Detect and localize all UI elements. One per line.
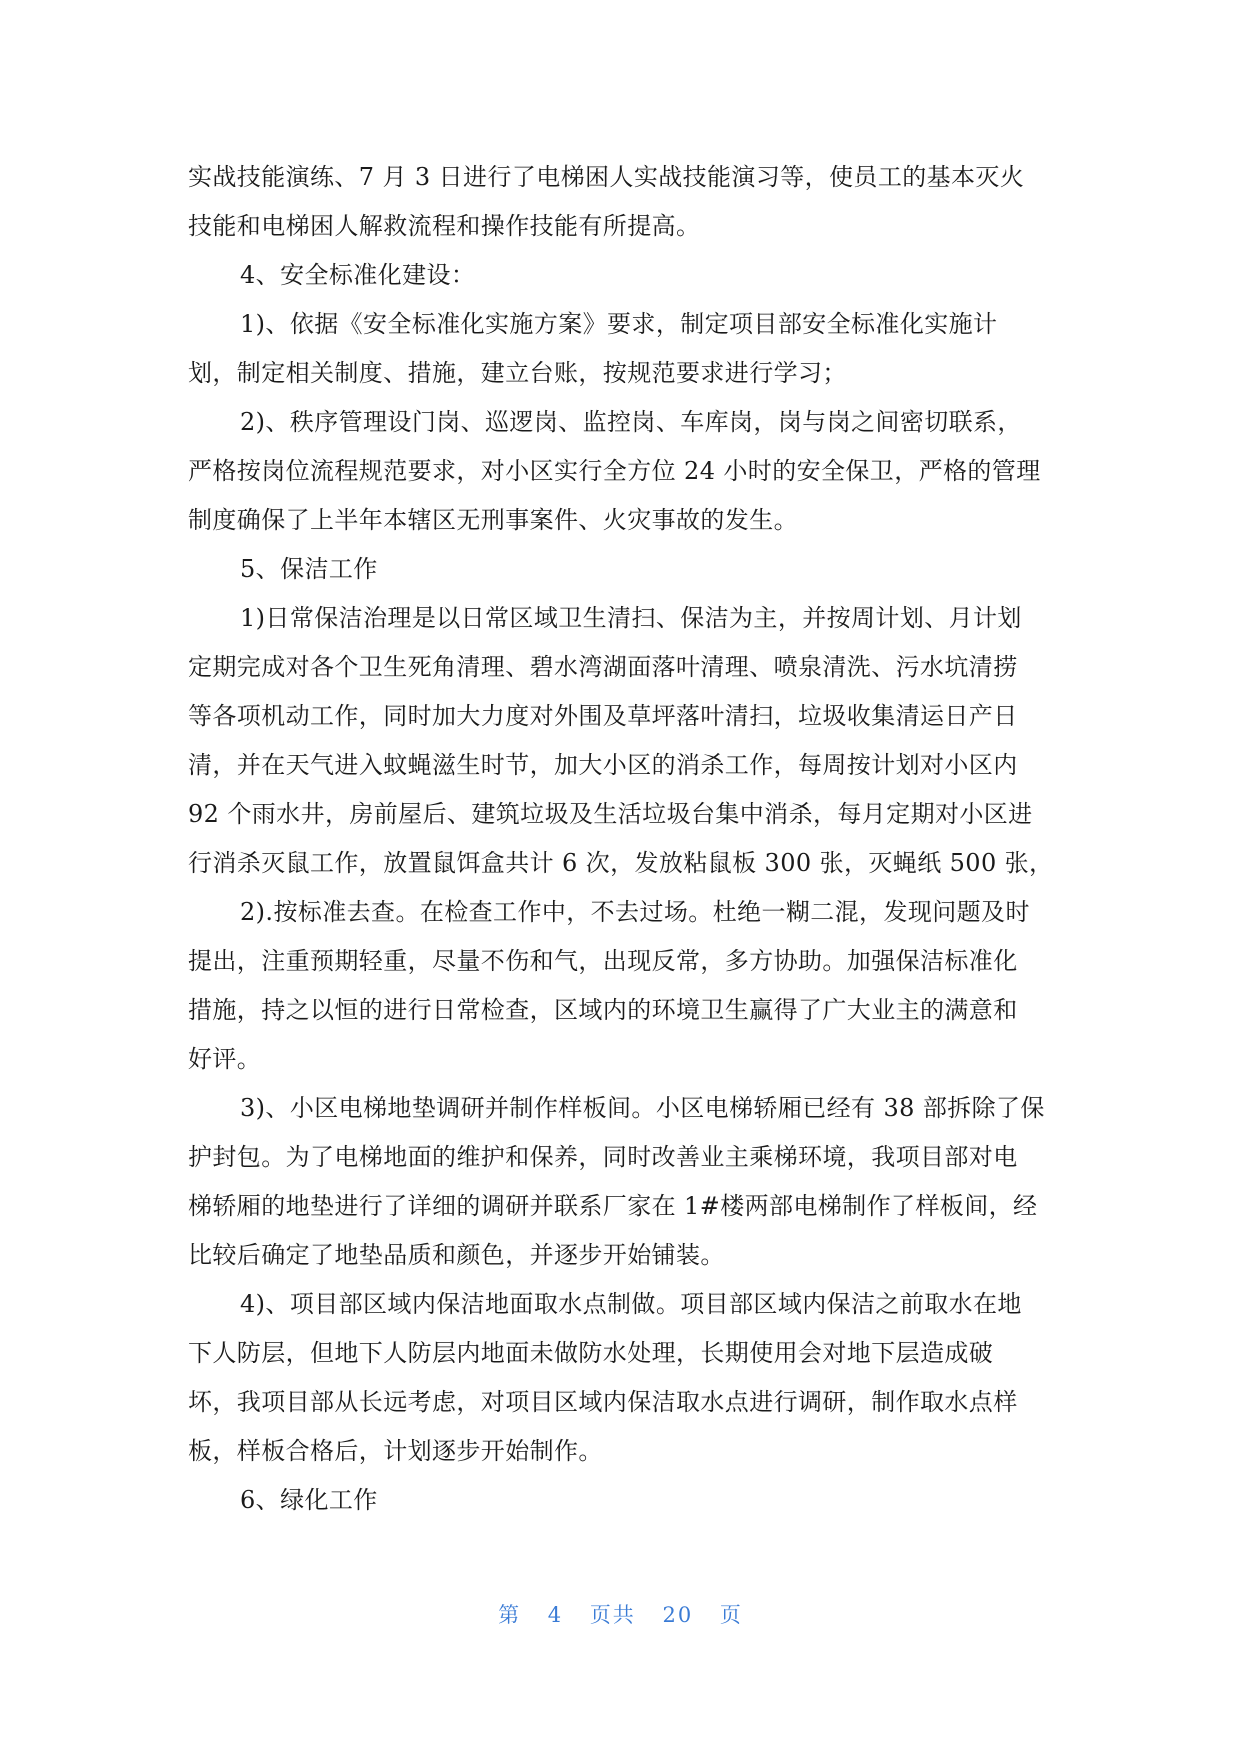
text-line: 行消杀灭鼠工作，放置鼠饵盒共计 6 次，发放粘鼠板 300 张，灭蝇纸 500 张， — [188, 849, 1054, 877]
footer-prefix: 第 — [498, 1603, 522, 1627]
total-page-count: 20 — [662, 1603, 694, 1627]
text-line: 好评。 — [188, 1045, 262, 1073]
text-line: 制度确保了上半年本辖区无刑事案件、火灾事故的发生。 — [188, 506, 798, 534]
text-line: 措施，持之以恒的进行日常检查，区域内的环境卫生赢得了广大业主的满意和 — [188, 996, 1018, 1024]
text-line: 坏，我项目部从长远考虑，对项目区域内保洁取水点进行调研，制作取水点样 — [188, 1388, 1018, 1416]
footer-middle: 页共 — [589, 1603, 636, 1627]
text-line: 下人防层，但地下人防层内地面未做防水处理，长期使用会对地下层造成破 — [188, 1339, 994, 1367]
text-line: 清，并在天气进入蚊蝇滋生时节，加大小区的消杀工作，每周按计划对小区内 — [188, 751, 1018, 779]
text-line: 比较后确定了地垫品质和颜色，并逐步开始铺装。 — [188, 1241, 725, 1269]
text-line: 实战技能演练、7 月 3 日进行了电梯困人实战技能演习等，使员工的基本灭火 — [188, 163, 1025, 191]
text-line: 2)、秩序管理设门岗、巡逻岗、监控岗、车库岗，岗与岗之间密切联系， — [240, 408, 1022, 436]
text-line: 等各项机动工作，同时加大力度对外围及草坪落叶清扫，垃圾收集清运日产日 — [188, 702, 1018, 730]
text-line: 提出，注重预期轻重，尽量不伤和气，出现反常，多方协助。加强保洁标准化 — [188, 947, 1018, 975]
current-page-number: 4 — [547, 1603, 564, 1627]
text-line: 技能和电梯困人解救流程和操作技能有所提高。 — [188, 212, 701, 240]
document-body — [188, 153, 1054, 1525]
text-line: 2).按标准去查。在检查工作中，不去过场。杜绝一糊二混，发现问题及时 — [240, 898, 1030, 926]
text-line: 1)日常保洁治理是以日常区域卫生清扫、保洁为主，并按周计划、月计划 — [240, 604, 1022, 632]
text-line: 板，样板合格后，计划逐步开始制作。 — [188, 1437, 603, 1465]
text-line: 定期完成对各个卫生死角清理、碧水湾湖面落叶清理、喷泉清洗、污水坑清捞 — [188, 653, 1018, 681]
text-line: 3)、小区电梯地垫调研并制作样板间。小区电梯轿厢已经有 38 部拆除了保 — [240, 1094, 1045, 1122]
section-heading: 6、绿化工作 — [240, 1486, 378, 1514]
text-line: 严格按岗位流程规范要求，对小区实行全方位 24 小时的安全保卫，严格的管理 — [188, 457, 1041, 485]
section-heading: 5、保洁工作 — [240, 555, 378, 583]
section-heading: 4、安全标准化建设： — [240, 261, 476, 289]
text-line: 护封包。为了电梯地面的维护和保养，同时改善业主乘梯环境，我项目部对电 — [188, 1143, 1018, 1171]
page-footer — [0, 1599, 1241, 1629]
text-line: 1)、依据《安全标准化实施方案》要求，制定项目部安全标准化实施计 — [240, 310, 998, 338]
text-line: 92 个雨水井，房前屋后、建筑垃圾及生活垃圾台集中消杀，每月定期对小区进 — [188, 800, 1033, 828]
text-line: 划，制定相关制度、措施，建立台账，按规范要求进行学习； — [188, 359, 847, 387]
text-line: 梯轿厢的地垫进行了详细的调研并联系厂家在 1#楼两部电梯制作了样板间，经 — [188, 1192, 1038, 1220]
text-line: 4)、项目部区域内保洁地面取水点制做。项目部区域内保洁之前取水在地 — [240, 1290, 1022, 1318]
footer-suffix: 页 — [719, 1603, 743, 1627]
